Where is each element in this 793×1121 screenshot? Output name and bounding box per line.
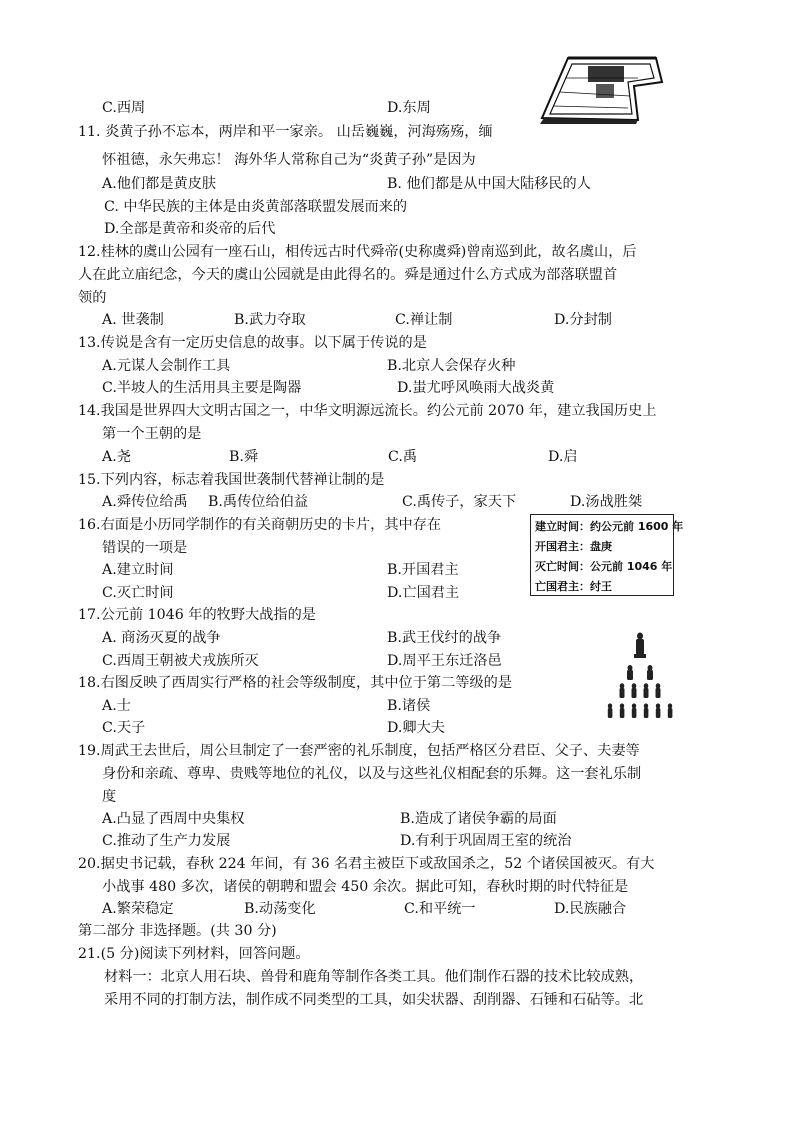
q16-option-d: D.亡国君主 [387, 585, 460, 601]
q12-option-a: A. 世袭制 [102, 312, 164, 328]
card-line-fall: 灭亡时间：公元前 1046 年 [535, 560, 673, 573]
q17-option-d: D.周平王东迁洛邑 [387, 653, 502, 669]
q19-option-a: A.凸显了西周中央集权 [102, 811, 245, 827]
q11-stem: 11. 炎黄子孙不忘本，两岸和平一家亲。 山岳巍巍，河海殇殇，缅 [78, 124, 493, 140]
q12-option-b: B.武力夺取 [234, 312, 306, 328]
q20-option-a: A.繁荣稳定 [102, 901, 174, 917]
q18-option-c: C.天子 [102, 720, 146, 736]
q13-stem: 13.传说是含有一定历史信息的故事。以下属于传说的是 [78, 335, 427, 351]
q13-option-a: A.元谋人会制作工具 [102, 358, 231, 374]
q16-option-c: C.灭亡时间 [102, 585, 174, 601]
q16-stem-cont: 错误的一项是 [102, 540, 188, 556]
q21-stem: 21.(5 分)阅读下列材料，回答问题。 [78, 946, 310, 962]
q18-stem: 18.右图反映了西周实行严格的社会等级制度，其中位于第二等级的是 [78, 675, 513, 691]
q21-material-1: 材料一：北京人用石块、兽骨和鹿角等制作各类工具。他们制作石器的技术比较成熟， [104, 969, 644, 985]
q18-option-a: A.士 [102, 698, 131, 714]
q19-stem-cont2: 度 [102, 789, 117, 805]
q20-stem: 20.据史书记载，春秋 224 年间，有 36 名君主被臣下或敌国杀之，52 个诸侯国被灭。有大 [78, 856, 655, 872]
q14-option-a: A.尧 [102, 449, 131, 465]
q19-option-d: D.有利于巩固周王室的统治 [400, 833, 572, 849]
q20-stem-cont: 小战事 480 多次，诸侯的朝聘和盟会 450 余次。据此可知，春秋时期的时代特征是 [102, 879, 629, 895]
q15-option-d: D.汤战胜桀 [570, 494, 643, 510]
q13-option-c: C.半坡人的生活用具主要是陶器 [102, 380, 302, 396]
q15-option-a: A.舜传位给禹 [102, 494, 188, 510]
q10-option-c: C.西周 [102, 100, 146, 116]
q20-option-c: C.和平统一 [404, 901, 476, 917]
q11-option-a: A.他们都是黄皮肤 [102, 176, 217, 192]
q13-option-b: B.北京人会保存火种 [387, 358, 516, 374]
q18-option-d: D.卿大夫 [387, 720, 445, 736]
q12-option-d: D.分封制 [554, 312, 612, 328]
card-line-founder: 开国君主：盘庚 [535, 540, 612, 553]
q11-stem-cont: 怀祖德，永矢弗忘！ 海外华人常称自己为“炎黄子孙”是因为 [102, 152, 476, 168]
q13-option-d: D.蚩尤呼风唤雨大战炎黄 [397, 380, 555, 396]
q14-option-d: D.启 [548, 449, 578, 465]
shang-history-card [530, 514, 684, 596]
q11-option-c: C. 中华民族的主体是由炎黄部落联盟发展而来的 [104, 199, 408, 215]
q17-stem: 17.公元前 1046 年的牧野大战指的是 [78, 607, 316, 623]
q14-stem: 14.我国是世界四大文明古国之一，中华文明源远流长。约公元前 2070 年，建立我国历史上 [78, 403, 657, 419]
q14-option-b: B.舜 [229, 449, 259, 465]
card-line-founded: 建立时间：约公元前 1600 年 [535, 520, 684, 533]
q17-option-c: C.西周王朝被犬戎族所灭 [102, 653, 259, 669]
q16-option-a: A.建立时间 [102, 562, 174, 578]
q11-option-d: D.全部是黄帝和炎帝的后代 [104, 221, 276, 237]
q19-option-c: C.推动了生产力发展 [102, 833, 231, 849]
q15-stem: 15.下列内容，标志着我国世袭制代替禅让制的是 [78, 472, 385, 488]
q15-option-b: B.禹传位给伯益 [208, 494, 309, 510]
q14-option-c: C.禹 [388, 449, 418, 465]
q14-stem-cont: 第一个王朝的是 [102, 426, 202, 442]
q16-option-b: B.开国君主 [387, 562, 459, 578]
part2-heading: 第二部分 非选择题。(共 30 分) [78, 923, 277, 939]
q19-option-b: B.造成了诸侯争霸的局面 [400, 811, 557, 827]
q21-material-1-cont: 采用不同的打制方法，制作成不同类型的工具，如尖状器、刮削器、石锤和石砧等。北 [104, 992, 644, 1008]
q20-option-b: B.动荡变化 [244, 901, 316, 917]
palace-illustration [538, 52, 664, 124]
q12-stem-cont: 人在此立庙纪念，今天的虞山公园就是由此得名的。舜是通过什么方式成为部落联盟首 [78, 267, 618, 283]
q17-option-b: B.武王伐纣的战争 [387, 630, 502, 646]
q12-option-c: C.禅让制 [395, 312, 453, 328]
q16-stem: 16.右面是小历同学制作的有关商朝历史的卡片，其中存在 [78, 517, 442, 533]
q11-option-b: B. 他们都是从中国大陆移民的人 [387, 176, 591, 192]
q19-stem-cont: 身份和亲疏、尊卑、贵贱等地位的礼仪，以及与这些礼仪相配套的乐舞。这一套礼乐制 [102, 766, 642, 782]
card-line-last-king: 亡国君主：纣王 [535, 580, 612, 593]
q17-option-a: A. 商汤灭夏的战争 [102, 630, 221, 646]
q19-stem: 19.周武王去世后，周公旦制定了一套严密的礼乐制度，包括严格区分君臣、父子、夫妻等 [78, 743, 640, 759]
q18-option-b: B.诸侯 [387, 698, 431, 714]
q12-stem-cont2: 领的 [78, 290, 107, 306]
q10-option-d: D.东周 [387, 100, 431, 116]
q15-option-c: C.禹传子，家天下 [402, 494, 517, 510]
q12-stem: 12.桂林的虞山公园有一座石山，相传远古时代舜帝(史称虞舜)曾南巡到此，故名虞山，后 [78, 244, 637, 260]
social-hierarchy-pyramid-illustration [604, 630, 676, 724]
q20-option-d: D.民族融合 [554, 901, 627, 917]
